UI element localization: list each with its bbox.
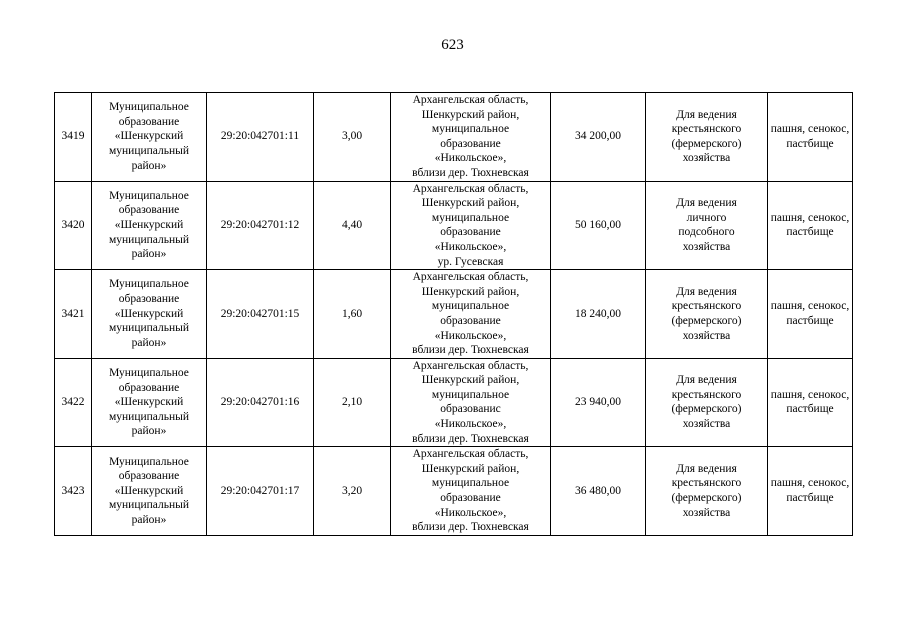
land-type-cell: пашня, сенокос, пастбище [768,358,853,447]
price-cell: 36 480,00 [551,447,646,536]
cadastral-number-cell: 29:20:042701:17 [207,447,314,536]
row-number-cell: 3423 [55,447,92,536]
owner-cell: Муниципальное образование «Шенкурский муниципальный район» [92,447,207,536]
permitted-use-cell: Для ведения крестьянского (фермерского) хозяйства [646,358,768,447]
cadastral-number-cell: 29:20:042701:15 [207,270,314,359]
owner-cell: Муниципальное образование «Шенкурский муниципальный район» [92,270,207,359]
cadastral-number-cell: 29:20:042701:12 [207,181,314,270]
land-type-cell: пашня, сенокос, пастбище [768,93,853,182]
owner-cell: Муниципальное образование «Шенкурский муниципальный район» [92,93,207,182]
address-cell: Архангельская область, Шенкурский район, муниципальное образование «Никольское», ур. Гусевская [391,181,551,270]
area-cell: 2,10 [314,358,391,447]
price-cell: 34 200,00 [551,93,646,182]
table-row [55,447,853,536]
price-cell: 18 240,00 [551,270,646,359]
permitted-use-cell: Для ведения крестьянского (фермерского) хозяйства [646,93,768,182]
owner-cell: Муниципальное образование «Шенкурский муниципальный район» [92,358,207,447]
land-type-cell: пашня, сенокос, пастбище [768,181,853,270]
address-cell: Архангельская область, Шенкурский район, муниципальное образование «Никольское», вблизи дер. Тюхневская [391,270,551,359]
table-row [55,93,853,182]
row-number-cell: 3422 [55,358,92,447]
price-cell: 23 940,00 [551,358,646,447]
row-number-cell: 3419 [55,93,92,182]
land-type-cell: пашня, сенокос, пастбище [768,270,853,359]
table-row [55,270,853,359]
table-row [55,181,853,270]
row-number-cell: 3420 [55,181,92,270]
cadastral-number-cell: 29:20:042701:16 [207,358,314,447]
land-type-cell: пашня, сенокос, пастбище [768,447,853,536]
area-cell: 1,60 [314,270,391,359]
address-cell: Архангельская область, Шенкурский район, муниципальное образование «Никольское», вблизи дер. Тюхневская [391,93,551,182]
permitted-use-cell: Для ведения крестьянского (фермерского) хозяйства [646,447,768,536]
page-number: 623 [441,37,464,53]
owner-cell: Муниципальное образование «Шенкурский муниципальный район» [92,181,207,270]
land-registry-table [54,92,853,536]
permitted-use-cell: Для ведения личного подсобного хозяйства [646,181,768,270]
address-cell: Архангельская область, Шенкурский район, муниципальное образованис «Никольское», вблизи дер. Тюхневская [391,358,551,447]
cadastral-number-cell: 29:20:042701:11 [207,93,314,182]
permitted-use-cell: Для ведения крестьянского (фермерского) хозяйства [646,270,768,359]
table-row [55,358,853,447]
area-cell: 4,40 [314,181,391,270]
area-cell: 3,00 [314,93,391,182]
address-cell: Архангельская область, Шенкурский район, муниципальное образование «Никольское», вблизи дер. Тюхневская [391,447,551,536]
area-cell: 3,20 [314,447,391,536]
row-number-cell: 3421 [55,270,92,359]
price-cell: 50 160,00 [551,181,646,270]
